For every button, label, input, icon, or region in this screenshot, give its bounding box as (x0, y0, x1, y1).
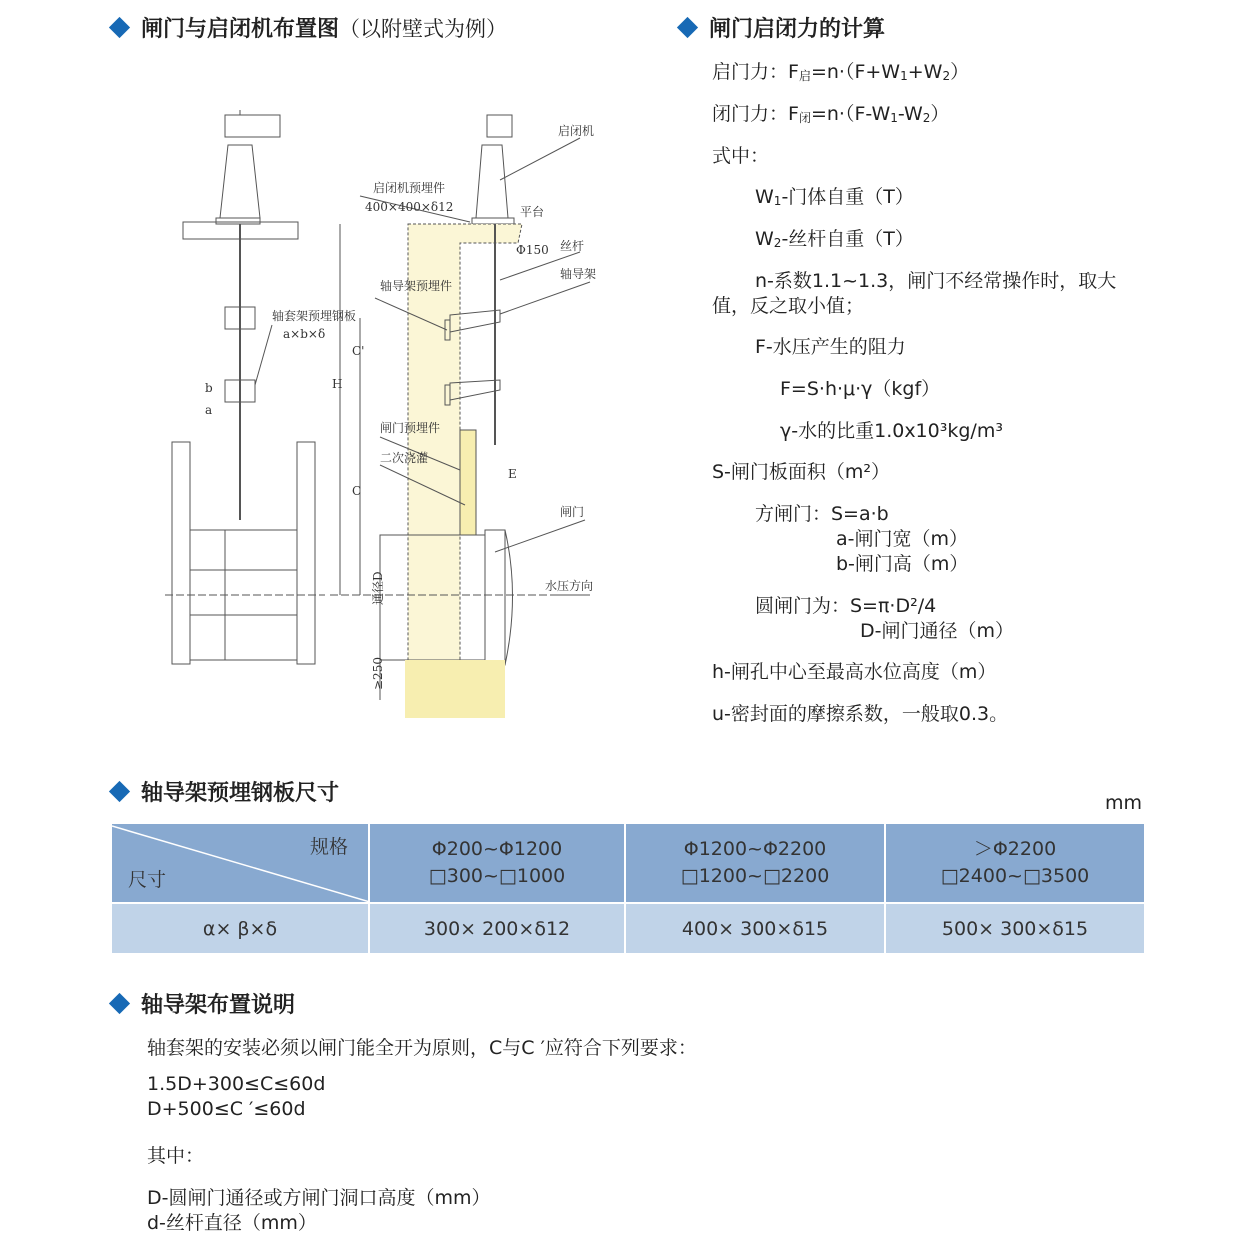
h-def: h-闸孔中心至最高水位高度（m） (712, 661, 997, 683)
layout-title: 闸门与启闭机布置图 (141, 17, 340, 42)
diamond-bullet-icon (109, 993, 130, 1014)
label-phi150: Φ150 (516, 243, 549, 257)
table-row (111, 903, 1145, 954)
label-platform: 平台 (520, 205, 545, 219)
label-gate: 闸门 (560, 505, 585, 519)
square-gate-formula: 方闸门：S=a·b (755, 503, 889, 525)
corner-header (111, 823, 369, 903)
label-dim-c: C (352, 484, 362, 498)
w1-def: $W_1-$门体自重（T） (755, 186, 914, 208)
s-def: S-闸门板面积（m²） (712, 461, 891, 483)
plate-heading (112, 776, 339, 807)
diamond-bullet-icon (109, 17, 130, 38)
label-sleeve-plate: 轴套架预埋钢板 (272, 309, 357, 323)
label-hoist: 启闭机 (558, 124, 595, 138)
diamond-bullet-icon (109, 781, 130, 802)
corner-spec-label: 规格 (309, 836, 348, 858)
arrange-where: 其中： (147, 1145, 205, 1167)
close-force-formula: 闭门力：$F_闭=n\cdot(F-W_1-W_2)$ (712, 103, 950, 125)
plate-title: 轴导架预埋钢板尺寸 (141, 781, 340, 806)
arrange-heading (112, 988, 295, 1019)
layout-subtitle: （以附壁式为例） (339, 16, 508, 41)
n-def-line2: 值，反之取小值； (712, 295, 865, 317)
arrange-intro: 轴套架的安装必须以闸门能全开为原则，C与C ′应符合下列要求： (147, 1037, 697, 1059)
arrange-eq2: D+500≤C ′≤60d (147, 1098, 306, 1120)
arrange-eq1: 1.5D+300≤C≤60d (147, 1073, 326, 1095)
diamond-bullet-icon (677, 17, 698, 38)
open-force-formula: 启门力：$F_启=n\cdot(F+W_1+W_2)$ (712, 61, 970, 83)
table-cell: 500× 300×δ15 (885, 903, 1145, 954)
n-def-line1: n-系数1.1~1.3，闸门不经常操作时，取大 (755, 270, 1117, 292)
square-b-def: b-闸门高（m） (836, 553, 969, 575)
label-grout: 二次浇灌 (380, 451, 429, 465)
row-label: α× β×δ (111, 903, 369, 954)
gate-layout-diagram (160, 100, 620, 720)
calc-heading (680, 12, 885, 43)
plate-size-table (110, 822, 1146, 955)
where-label: 式中： (712, 145, 770, 167)
table-cell: 300× 200×δ12 (369, 903, 625, 954)
label-guide-embed: 轴导架预埋件 (380, 279, 453, 293)
unit-label: mm (1105, 792, 1143, 814)
label-dim-c-prime: C' (352, 344, 365, 358)
label-stem: 丝杆 (560, 239, 585, 253)
square-a-def: a-闸门宽（m） (836, 528, 969, 550)
calc-title: 闸门启闭力的计算 (709, 17, 886, 42)
label-dim-h: H (332, 377, 343, 391)
table-header-row (111, 823, 1145, 903)
column-header: Φ1200~Φ2200 □1200~□2200 (625, 823, 885, 903)
w2-def: $W_2-$丝杆自重（T） (755, 228, 914, 250)
arrange-title: 轴导架布置说明 (141, 993, 296, 1018)
table-cell: 400× 300×δ15 (625, 903, 885, 954)
label-water-direction: 水压方向 (545, 579, 594, 593)
label-bore: 通径D (371, 571, 385, 605)
column-header: ＞Φ2200 □2400~□3500 (885, 823, 1145, 903)
label-dim-b: b (205, 381, 213, 395)
round-gate-formula: 圆闸门为：S=π·D²/4 (755, 595, 937, 617)
label-hoist-embed: 启闭机预埋件 (373, 181, 446, 195)
label-dim-e: E (508, 467, 517, 481)
f-def: F-水压产生的阻力 (755, 336, 906, 358)
def-d-lower: d-丝杆直径（mm） (147, 1212, 317, 1234)
label-dim-a: a (205, 403, 213, 417)
corner-size-label: 尺寸 (128, 869, 167, 891)
label-gate-embed: 闸门预埋件 (380, 421, 441, 435)
f-formula: F=S·h·μ·γ（kgf） (780, 378, 941, 400)
round-d-def: D-闸门通径（m） (860, 620, 1014, 642)
label-guide: 轴导架 (560, 267, 597, 281)
label-hoist-embed-size: 400×400×δ12 (365, 200, 454, 214)
label-sleeve-plate-size: a×b×δ (283, 327, 326, 341)
gamma-def: γ-水的比重1.0x10³kg/m³ (780, 420, 1003, 442)
u-def: u-密封面的摩擦系数，一般取0.3。 (712, 703, 1009, 725)
def-d-upper: D-圆闸门通径或方闸门洞口高度（mm） (147, 1187, 491, 1209)
column-header: Φ200~Φ1200 □300~□1000 (369, 823, 625, 903)
label-min250: ≥250 (371, 657, 385, 690)
layout-heading (112, 12, 507, 43)
